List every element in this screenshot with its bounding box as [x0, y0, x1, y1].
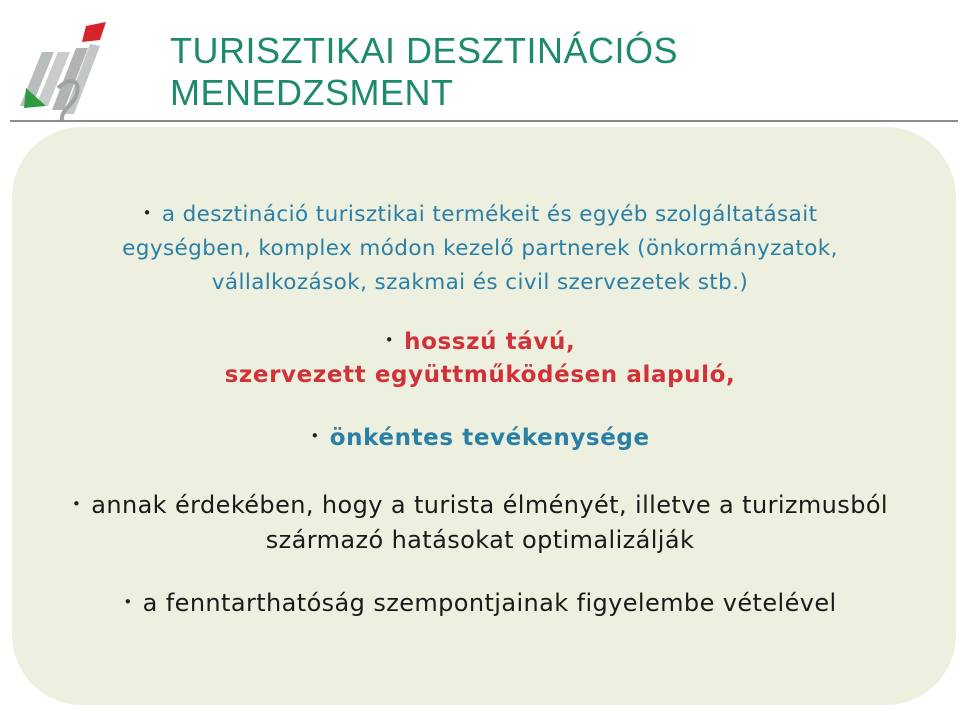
title-line-1: TURISZTIKAI DESZTINÁCIÓS [170, 30, 679, 71]
bullet-text: szervezett együttműködésen alapuló, [224, 362, 736, 388]
bullet-text: származó hatásokat optimalizálják [265, 526, 695, 554]
page-title [170, 30, 678, 114]
bullet-text: egységben, komplex módon kezelő partnerek (önkormányzatok, [122, 236, 838, 261]
bullet-text: hosszú távú, [404, 329, 576, 355]
bullet-item [0, 488, 960, 557]
bullet-dot-icon: • [310, 427, 320, 445]
bullet-item [0, 198, 960, 300]
bullet-text: a desztináció turisztikai termékeit és egyéb szolgáltatásait [161, 202, 818, 227]
bullet-item [0, 586, 960, 621]
bullet-text: annak érdekében, hogy a turista élményét, illetve a turizmusból [91, 491, 888, 519]
bullet-item [0, 422, 960, 455]
bullet-text: önkéntes tevékenysége [329, 425, 650, 451]
bullet-text: vállalkozások, szakmai és civil szervezetek stb.) [211, 270, 749, 295]
bullet-text: a fenntarthatóság szempontjainak figyelembe vételével [142, 589, 837, 617]
bullet-dot-icon: • [72, 495, 82, 513]
logo-icon [12, 18, 112, 128]
bullet-dot-icon: • [142, 204, 152, 222]
title-line-2: MENEDZSMENT [170, 72, 454, 113]
bullet-dot-icon: • [123, 593, 133, 611]
bullet-item [0, 326, 960, 392]
bullet-dot-icon: • [384, 331, 395, 349]
header-divider [10, 120, 958, 122]
